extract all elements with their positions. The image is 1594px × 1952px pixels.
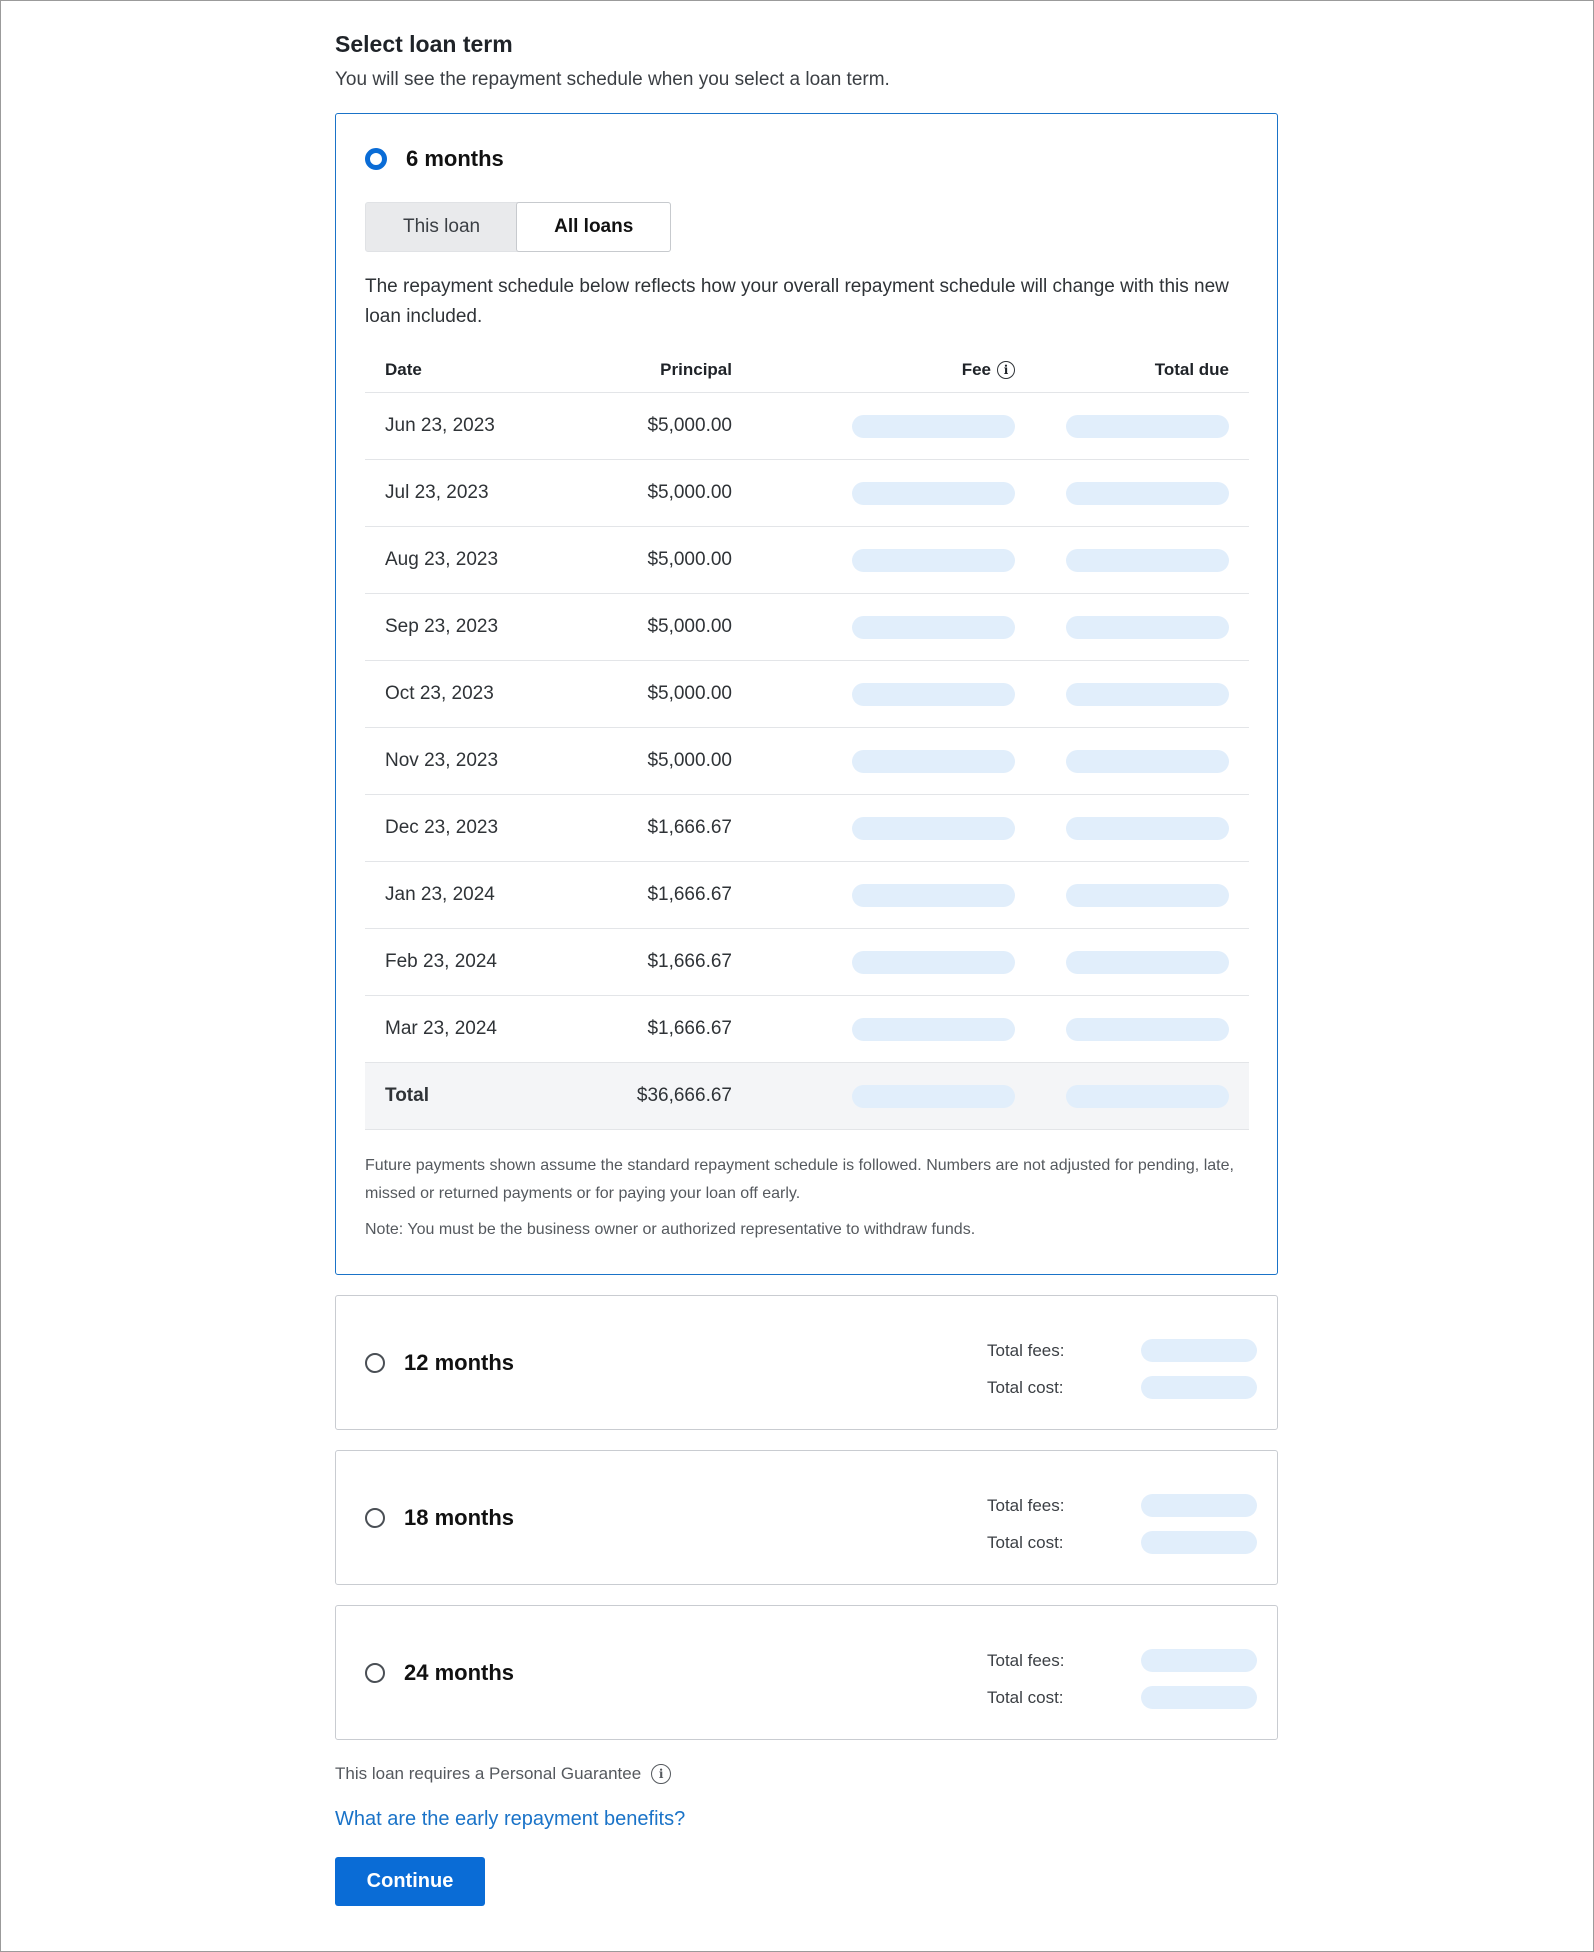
fee-loading-placeholder	[852, 683, 1015, 706]
row-total-due	[1015, 728, 1249, 795]
table-row	[365, 728, 1249, 795]
continue-button[interactable]: Continue	[335, 1857, 485, 1906]
total-due-loading-placeholder	[1066, 951, 1229, 974]
term-card-18-months[interactable]	[335, 1450, 1278, 1585]
row-fee	[732, 862, 1015, 929]
term-card-24-months[interactable]	[335, 1605, 1278, 1740]
total-cost-row	[987, 1369, 1257, 1406]
table-header-row	[365, 348, 1249, 393]
row-fee	[732, 661, 1015, 728]
guarantee-text: This loan requires a Personal Guarantee	[335, 1764, 642, 1783]
row-total-due	[1015, 527, 1249, 594]
total-due-loading-placeholder	[1066, 817, 1229, 840]
term-summary	[987, 1642, 1257, 1716]
table-row	[365, 862, 1249, 929]
term-card-6-months[interactable]	[335, 113, 1278, 1275]
row-principal: $1,666.67	[553, 862, 732, 929]
row-date: Nov 23, 2023	[365, 728, 553, 795]
total-due-loading-placeholder	[1066, 1018, 1229, 1041]
total-cost-loading-placeholder	[1141, 1531, 1257, 1554]
term-header	[365, 1451, 514, 1584]
loan-term-section	[335, 25, 1278, 1906]
term-header	[365, 1606, 514, 1739]
total-fees-row	[987, 1332, 1257, 1369]
total-fees-loading-placeholder	[1141, 1339, 1257, 1362]
term-label: 12 months	[404, 1349, 515, 1375]
term-label: 24 months	[404, 1659, 515, 1685]
row-total-due	[1015, 996, 1249, 1063]
header-principal: Principal	[553, 348, 732, 393]
row-principal: $5,000.00	[553, 393, 732, 460]
total-fees-row	[987, 1487, 1257, 1524]
row-date: Dec 23, 2023	[365, 795, 553, 862]
row-principal: $5,000.00	[553, 460, 732, 527]
schedule-footnote: Future payments shown assume the standard repayment schedule is followed. Numbers are not adjusted for pending, late, missed or returned payments or for paying your loan off early.	[365, 1157, 1234, 1202]
fee-loading-placeholder	[852, 817, 1015, 840]
total-due-loading-placeholder	[1066, 415, 1229, 438]
total-due-loading-placeholder	[1066, 683, 1229, 706]
total-cost-loading-placeholder	[1141, 1376, 1257, 1399]
authorization-note: Note: You must be the business owner or authorized representative to withdraw funds.	[365, 1221, 976, 1238]
row-fee	[732, 728, 1015, 795]
row-principal: $1,666.67	[553, 996, 732, 1063]
total-due-loading-placeholder	[1066, 750, 1229, 773]
toggle-this-loan[interactable]: This loan	[403, 216, 481, 237]
row-fee	[732, 393, 1015, 460]
row-principal: $5,000.00	[553, 594, 732, 661]
table-row	[365, 929, 1249, 996]
total-due-loading-placeholder	[1066, 616, 1229, 639]
row-fee	[732, 527, 1015, 594]
total-due-loading-placeholder	[1066, 884, 1229, 907]
row-fee	[732, 594, 1015, 661]
total-cost-loading-placeholder	[1141, 1686, 1257, 1709]
total-cost-row	[987, 1524, 1257, 1561]
term-summary	[987, 1332, 1257, 1406]
row-date: Jun 23, 2023	[365, 393, 553, 460]
total-cost-label: Total cost:	[987, 1687, 1064, 1707]
row-total-due	[1015, 795, 1249, 862]
total-cost-label: Total cost:	[987, 1377, 1064, 1397]
fee-loading-placeholder	[852, 951, 1015, 974]
header-fee-label: Fee	[961, 360, 991, 379]
table-row	[365, 661, 1249, 728]
row-principal: $5,000.00	[553, 527, 732, 594]
fee-loading-placeholder	[852, 549, 1015, 572]
radio-unchecked-icon[interactable]	[365, 1508, 385, 1528]
row-date: Aug 23, 2023	[365, 527, 553, 594]
row-total-due	[1015, 460, 1249, 527]
fee-info-icon[interactable]: i	[997, 361, 1015, 379]
radio-unchecked-icon[interactable]	[365, 1663, 385, 1683]
row-fee	[732, 795, 1015, 862]
total-fees-loading-placeholder	[1141, 1494, 1257, 1517]
row-principal: $5,000.00	[553, 661, 732, 728]
fee-loading-placeholder	[852, 482, 1015, 505]
row-date: Oct 23, 2023	[365, 661, 553, 728]
row-date: Feb 23, 2024	[365, 929, 553, 996]
total-fees-row	[987, 1642, 1257, 1679]
term-label: 6 months	[406, 146, 504, 171]
toggle-all-loans[interactable]: All loans	[516, 202, 671, 252]
radio-checked-icon[interactable]	[365, 148, 387, 170]
radio-unchecked-icon[interactable]	[365, 1353, 385, 1373]
row-fee	[732, 996, 1015, 1063]
row-total-due	[1015, 393, 1249, 460]
term-summary	[987, 1487, 1257, 1561]
row-fee	[732, 460, 1015, 527]
fee-loading-placeholder	[852, 415, 1015, 438]
row-principal: $1,666.67	[553, 795, 732, 862]
early-repayment-link[interactable]: What are the early repayment benefits?	[335, 1808, 686, 1830]
total-due	[1015, 1063, 1249, 1130]
total-row	[365, 1063, 1249, 1130]
total-cost-row	[987, 1679, 1257, 1716]
row-principal: $5,000.00	[553, 728, 732, 795]
term-label: 18 months	[404, 1504, 515, 1530]
header-fee	[732, 348, 1015, 393]
total-due-loading-placeholder	[1066, 549, 1229, 572]
total-due-loading-placeholder	[1066, 482, 1229, 505]
schedule-toggle	[365, 202, 671, 252]
table-row	[365, 393, 1249, 460]
row-date: Sep 23, 2023	[365, 594, 553, 661]
term-header	[365, 1296, 514, 1429]
table-row	[365, 996, 1249, 1063]
row-date: Jan 23, 2024	[365, 862, 553, 929]
personal-guarantee-note	[335, 1764, 1278, 1784]
term-header	[365, 144, 1248, 174]
row-total-due	[1015, 594, 1249, 661]
table-row	[365, 795, 1249, 862]
fee-loading-placeholder	[852, 884, 1015, 907]
row-total-due	[1015, 661, 1249, 728]
guarantee-info-icon[interactable]: i	[651, 1764, 671, 1784]
row-date: Jul 23, 2023	[365, 460, 553, 527]
total-fees-label: Total fees:	[987, 1650, 1065, 1670]
total-fees-label: Total fees:	[987, 1340, 1065, 1360]
row-fee	[732, 929, 1015, 996]
header-total-due: Total due	[1015, 348, 1249, 393]
term-card-12-months[interactable]	[335, 1295, 1278, 1430]
fee-loading-placeholder	[852, 616, 1015, 639]
total-cost-label: Total cost:	[987, 1532, 1064, 1552]
total-label: Total	[365, 1063, 553, 1130]
table-row	[365, 594, 1249, 661]
fee-loading-placeholder	[852, 1085, 1015, 1108]
page-title: Select loan term	[335, 31, 513, 57]
fee-loading-placeholder	[852, 1018, 1015, 1041]
fee-loading-placeholder	[852, 750, 1015, 773]
schedule-description: The repayment schedule below reflects how your overall repayment schedule will change with this new loan included.	[365, 276, 1229, 327]
total-fees-label: Total fees:	[987, 1495, 1065, 1515]
total-principal: $36,666.67	[553, 1063, 732, 1130]
total-due-loading-placeholder	[1066, 1085, 1229, 1108]
table-row	[365, 460, 1249, 527]
row-total-due	[1015, 862, 1249, 929]
header-date: Date	[365, 348, 553, 393]
row-total-due	[1015, 929, 1249, 996]
page-subtitle: You will see the repayment schedule when you select a loan term.	[335, 69, 890, 90]
total-fees-loading-placeholder	[1141, 1649, 1257, 1672]
row-principal: $1,666.67	[553, 929, 732, 996]
row-date: Mar 23, 2024	[365, 996, 553, 1063]
table-row	[365, 527, 1249, 594]
repayment-schedule-table	[365, 348, 1249, 1130]
total-fee	[732, 1063, 1015, 1130]
